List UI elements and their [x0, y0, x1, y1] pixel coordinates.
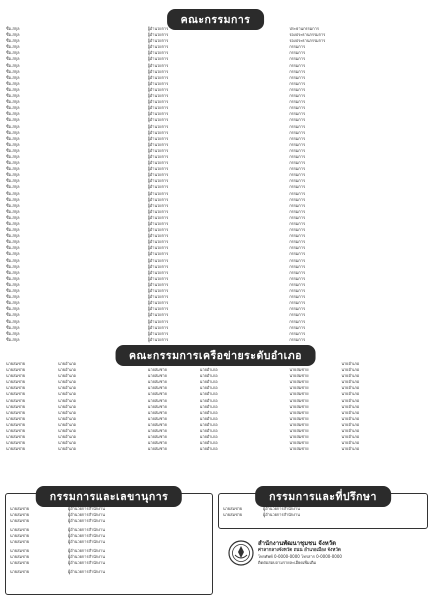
district-name: นายสมชาย [147, 440, 167, 446]
committee-role: กรรมการ [289, 336, 306, 342]
committee-position: ผู้อำนวยการ [147, 99, 169, 105]
committee-position: ผู้อำนวยการ [147, 202, 169, 208]
district-name: นายสมชาย [289, 397, 309, 403]
district-title: นายอำเภอ [199, 397, 218, 403]
committee-role: กรรมการ [289, 160, 306, 166]
committee-name: ชื่อ-สกุล [6, 275, 20, 281]
committee-role: กรรมการ [289, 214, 306, 220]
committee-role: กรรมการ [289, 117, 306, 123]
committee-position: ผู้อำนวยการ [147, 239, 169, 245]
committee-position: ผู้อำนวยการ [147, 93, 169, 99]
committee-name: ชื่อ-สกุล [6, 93, 20, 99]
committee-position: ผู้อำนวยการ [147, 160, 169, 166]
advisor-position: ผู้อำนวยการสำนักงาน [68, 533, 105, 538]
district-name: นายสมชาย [6, 409, 26, 415]
committee-role: กรรมการ [289, 105, 306, 111]
committee-role: ประธานกรรมการ [289, 26, 319, 31]
district-name: นายสมชาย [6, 428, 26, 434]
committee-name: ชื่อ-สกุล [6, 123, 20, 129]
committee-position: ผู้อำนวยการ [147, 32, 169, 38]
committee-position: ผู้อำนวยการ [147, 74, 169, 80]
committee-role: กรรมการ [289, 86, 306, 92]
committee-role: กรรมการ [289, 153, 306, 159]
committee-position: ผู้อำนวยการ [147, 111, 169, 117]
district-title: นายอำเภอ [341, 361, 360, 366]
committee-role: กรรมการ [289, 221, 306, 226]
committee-name: ชื่อ-สกุล [6, 184, 20, 190]
department-logo-icon [228, 540, 254, 566]
committee-name: ชื่อ-สกุล [6, 202, 20, 208]
district-title: นายอำเภอ [341, 440, 360, 446]
district-title: นายอำเภอ [199, 434, 218, 440]
advisor-position: ผู้อำนวยการสำนักงาน [68, 539, 105, 544]
committee-name: ชื่อ-สกุล [6, 62, 20, 68]
advisor-row [10, 518, 208, 524]
committee-role: กรรมการ [289, 141, 306, 147]
district-title: นายอำเภอ [58, 446, 76, 452]
district-name: นายสมชาย [6, 391, 26, 397]
committee-name: ชื่อ-สกุล [6, 68, 20, 74]
committee-name: ชื่อ-สกุล [6, 178, 20, 184]
district-name: นายสมชาย [6, 415, 26, 421]
committee-name: ชื่อ-สกุล [6, 269, 20, 275]
committee-role: กรรมการ [289, 74, 306, 80]
committee-name: ชื่อ-สกุล [6, 105, 20, 111]
committee-name: ชื่อ-สกุล [6, 141, 20, 147]
committee-name: ชื่อ-สกุล [6, 300, 20, 306]
committee-role: กรรมการ [289, 196, 306, 202]
committee-name: ชื่อ-สกุล [6, 263, 20, 269]
advisor-position: ผู้อำนวยการสำนักงาน [68, 554, 105, 559]
district-name: นายสมชาย [6, 361, 26, 366]
committee-position: ผู้อำนวยการ [147, 251, 169, 257]
committee-name: ชื่อ-สกุล [6, 336, 20, 342]
committee-role: กรรมการ [289, 324, 306, 330]
committee-header: คณะกรรมการ [167, 9, 265, 30]
committee-role: กรรมการ [289, 294, 306, 300]
district-name: นายสมชาย [289, 373, 309, 379]
district-title: นายอำเภอ [199, 361, 218, 366]
committee-position: ผู้อำนวยการ [147, 300, 169, 306]
committee-name: ชื่อ-สกุล [6, 294, 20, 300]
district-name: นายสมชาย [289, 428, 309, 434]
district-name: นายสมชาย [147, 415, 167, 421]
committee-position: ผู้อำนวยการ [147, 172, 169, 178]
advisor-row [10, 560, 208, 566]
committee-role: กรรมการ [289, 56, 306, 62]
committee-role: กรรมการ [289, 330, 306, 336]
committee-position: ผู้อำนวยการ [147, 62, 169, 68]
committee-role: กรรมการ [289, 312, 306, 318]
district-name: นายสมชาย [289, 391, 309, 397]
advisors-header: กรรมการและเลขานุการ [36, 486, 182, 507]
committee-role: กรรมการ [289, 190, 306, 196]
committee-name: ชื่อ-สกุล [6, 38, 20, 44]
advisor-name: นายสมชาย [10, 569, 30, 574]
district-name: นายสมชาย [289, 361, 309, 366]
district-title: นายอำเภอ [199, 367, 218, 373]
advisor-name: นายสมชาย [10, 560, 30, 565]
district-name: นายสมชาย [147, 421, 167, 427]
office-phone: โทรศัพท์ 0-0000-0000 โทรสาร 0-0000-0000 [258, 554, 342, 559]
committee-role: กรรมการ [289, 233, 306, 239]
committee-name: ชื่อ-สกุล [6, 80, 20, 86]
district-name: นายสมชาย [147, 361, 167, 366]
district-title: นายอำเภอ [58, 373, 76, 379]
district-title: นายอำเภอ [199, 373, 218, 379]
advisor-name: นายสมชาย [10, 512, 30, 517]
district-name: นายสมชาย [6, 446, 26, 452]
advisor-position: ผู้อำนวยการสำนักงาน [68, 512, 105, 517]
district-title: นายอำเภอ [341, 409, 360, 415]
district-name: นายสมชาย [147, 385, 167, 391]
district-title: นายอำเภอ [341, 434, 360, 440]
district-name: นายสมชาย [289, 434, 309, 440]
district-name: นายสมชาย [6, 397, 26, 403]
advisor-row [10, 539, 208, 545]
district-name: นายสมชาย [289, 379, 309, 385]
advisor-name: นายสมชาย [10, 518, 30, 523]
district-title: นายอำเภอ [199, 415, 218, 421]
committee-name: ชื่อ-สกุล [6, 306, 20, 312]
district-name: นายสมชาย [289, 421, 309, 427]
committee-role: กรรมการ [289, 135, 306, 141]
advisors-list [10, 506, 208, 575]
committee-name: ชื่อ-สกุล [6, 111, 20, 117]
district-title: นายอำเภอ [199, 409, 218, 415]
committee-role: กรรมการ [289, 129, 306, 135]
committee-position: ผู้อำนวยการ [147, 178, 169, 184]
committee-name: ชื่อ-สกุล [6, 172, 20, 178]
committee-name: ชื่อ-สกุล [6, 44, 20, 50]
committee-position: ผู้อำนวยการ [147, 196, 169, 202]
committee-name: ชื่อ-สกุล [6, 50, 20, 56]
committee-name: ชื่อ-สกุล [6, 318, 20, 324]
district-name: นายสมชาย [6, 421, 26, 427]
district-name: นายสมชาย [147, 373, 167, 379]
district-title: นายอำเภอ [341, 373, 360, 379]
committee-position: ผู้อำนวยการ [147, 153, 169, 159]
district-title: นายอำเภอ [58, 361, 76, 366]
district-name: นายสมชาย [147, 367, 167, 373]
district-title: นายอำเภอ [58, 434, 76, 440]
committee-list [6, 26, 425, 343]
district-name: นายสมชาย [147, 391, 167, 397]
committee-role: กรรมการ [289, 80, 306, 86]
committee-role: กรรมการ [289, 68, 306, 74]
district-row [6, 446, 142, 452]
committee-role: กรรมการ [289, 50, 306, 56]
committee-name: ชื่อ-สกุล [6, 99, 20, 105]
district-name: นายสมชาย [6, 379, 26, 385]
district-name: นายสมชาย [147, 379, 167, 385]
committee-name: ชื่อ-สกุล [6, 330, 20, 336]
committee-position: ผู้อำนวยการ [147, 288, 169, 294]
committee-role: กรรมการ [289, 300, 306, 306]
district-name: นายสมชาย [6, 440, 26, 446]
committee-position: ผู้อำนวยการ [147, 312, 169, 318]
consultants-box [218, 493, 428, 529]
committee-role: กรรมการ [289, 172, 306, 178]
consultant-row [223, 512, 423, 518]
committee-position: ผู้อำนวยการ [147, 233, 169, 239]
district-title: นายอำเภอ [58, 403, 76, 409]
committee-role: กรรมการ [289, 263, 306, 269]
committee-name: ชื่อ-สกุล [6, 214, 20, 220]
committee-name: ชื่อ-สกุล [6, 166, 20, 172]
district-title: นายอำเภอ [199, 379, 218, 385]
district-title: นายอำเภอ [58, 421, 76, 427]
district-title: นายอำเภอ [341, 415, 360, 421]
district-title: นายอำเภอ [58, 428, 76, 434]
consultant-position: ผู้อำนวยการสำนักงาน [263, 506, 300, 511]
consultant-position: ผู้อำนวยการสำนักงาน [263, 512, 300, 517]
committee-name: ชื่อ-สกุล [6, 129, 20, 135]
committee-role: กรรมการ [289, 178, 306, 184]
district-title: นายอำเภอ [341, 385, 360, 391]
district-title: นายอำเภอ [58, 385, 76, 391]
district-name: นายสมชาย [289, 415, 309, 421]
committee-role: กรรมการ [289, 99, 306, 105]
district-name: นายสมชาย [6, 385, 26, 391]
committee-position: ผู้อำนวยการ [147, 86, 169, 92]
committee-position: ผู้อำนวยการ [147, 306, 169, 312]
committee-role: กรรมการ [289, 275, 306, 281]
district-title: นายอำเภอ [199, 440, 218, 446]
advisor-position: ผู้อำนวยการสำนักงาน [68, 527, 105, 532]
committee-position: ผู้อำนวยการ [147, 275, 169, 281]
committee-position: ผู้อำนวยการ [147, 227, 169, 233]
committee-role: รองประธานกรรมการ [289, 32, 326, 38]
committee-role: กรรมการ [289, 123, 306, 129]
district-committee-list [6, 361, 425, 452]
district-row [148, 446, 284, 452]
advisors-box [5, 493, 213, 595]
committee-name: ชื่อ-สกุล [6, 86, 20, 92]
advisor-position: ผู้อำนวยการสำนักงาน [68, 506, 105, 511]
advisor-name: นายสมชาย [10, 554, 30, 559]
district-title: นายอำเภอ [341, 446, 360, 452]
committee-role: กรรมการ [289, 288, 306, 294]
committee-position: ผู้อำนวยการ [147, 269, 169, 275]
committee-name: ชื่อ-สกุล [6, 281, 20, 287]
committee-position: ผู้อำนวยการ [147, 324, 169, 330]
committee-role: กรรมการ [289, 44, 306, 50]
consultants-header: กรรมการและที่ปรึกษา [255, 486, 391, 507]
committee-position: ผู้อำนวยการ [147, 38, 169, 44]
committee-name: ชื่อ-สกุล [6, 26, 20, 31]
committee-role: กรรมการ [289, 251, 306, 257]
district-title: นายอำเภอ [58, 415, 76, 421]
district-title: นายอำเภอ [58, 367, 76, 373]
committee-name: ชื่อ-สกุล [6, 233, 20, 239]
committee-position: ผู้อำนวยการ [147, 129, 169, 135]
committee-position: ผู้อำนวยการ [147, 117, 169, 123]
committee-position: ผู้อำนวยการ [147, 166, 169, 172]
committee-role: กรรมการ [289, 306, 306, 312]
advisor-position: ผู้อำนวยการสำนักงาน [68, 518, 105, 523]
district-name: นายสมชาย [289, 403, 309, 409]
district-title: นายอำเภอ [58, 391, 76, 397]
district-title: นายอำเภอ [199, 446, 218, 452]
district-name: นายสมชาย [147, 434, 167, 440]
committee-position: ผู้อำนวยการ [147, 263, 169, 269]
committee-name: ชื่อ-สกุล [6, 257, 20, 263]
committee-position: ผู้อำนวยการ [147, 208, 169, 214]
district-title: นายอำเภอ [199, 391, 218, 397]
committee-role: กรรมการ [289, 257, 306, 263]
advisor-name: นายสมชาย [10, 533, 30, 538]
district-name: นายสมชาย [6, 434, 26, 440]
committee-position: ผู้อำนวยการ [147, 257, 169, 263]
district-title: นายอำเภอ [341, 397, 360, 403]
committee-name: ชื่อ-สกุล [6, 239, 20, 245]
committee-role: กรรมการ [289, 93, 306, 99]
committee-name: ชื่อ-สกุล [6, 153, 20, 159]
district-title: นายอำเภอ [58, 440, 76, 446]
committee-position: ผู้อำนวยการ [147, 135, 169, 141]
advisor-name: นายสมชาย [10, 506, 30, 511]
committee-position: ผู้อำนวยการ [147, 80, 169, 86]
committee-position: ผู้อำนวยการ [147, 221, 169, 226]
district-title: นายอำเภอ [199, 428, 218, 434]
district-name: นายสมชาย [289, 385, 309, 391]
district-title: นายอำเภอ [58, 409, 76, 415]
committee-name: ชื่อ-สกุล [6, 56, 20, 62]
district-name: นายสมชาย [6, 367, 26, 373]
district-name: นายสมชาย [147, 403, 167, 409]
committee-role: กรรมการ [289, 111, 306, 117]
committee-position: ผู้อำนวยการ [147, 336, 169, 342]
committee-role: กรรมการ [289, 184, 306, 190]
committee-position: ผู้อำนวยการ [147, 105, 169, 111]
district-title: นายอำเภอ [341, 367, 360, 373]
office-note: ติดต่อสอบถามรายละเอียดเพิ่มเติม [258, 560, 317, 565]
committee-position: ผู้อำนวยการ [147, 44, 169, 50]
district-name: นายสมชาย [147, 446, 167, 452]
district-name: นายสมชาย [147, 428, 167, 434]
committee-role: กรรมการ [289, 227, 306, 233]
office-info [258, 540, 428, 566]
committee-position: ผู้อำนวยการ [147, 26, 169, 31]
committee-role: กรรมการ [289, 147, 306, 153]
committee-position: ผู้อำนวยการ [147, 50, 169, 56]
committee-name: ชื่อ-สกุล [6, 147, 20, 153]
district-title: นายอำเภอ [341, 421, 360, 427]
committee-position: ผู้อำนวยการ [147, 281, 169, 287]
committee-role: กรรมการ [289, 166, 306, 172]
committee-name: ชื่อ-สกุล [6, 312, 20, 318]
committee-name: ชื่อ-สกุล [6, 117, 20, 123]
committee-role: กรรมการ [289, 269, 306, 275]
committee-position: ผู้อำนวยการ [147, 190, 169, 196]
committee-name: ชื่อ-สกุล [6, 135, 20, 141]
consultant-name: นายสมชาย [223, 506, 243, 511]
district-title: นายอำเภอ [58, 397, 76, 403]
committee-position: ผู้อำนวยการ [147, 141, 169, 147]
district-title: นายอำเภอ [58, 379, 76, 385]
district-name: นายสมชาย [289, 446, 309, 452]
committee-position: ผู้อำนวยการ [147, 184, 169, 190]
committee-name: ชื่อ-สกุล [6, 251, 20, 257]
district-committee-header: คณะกรรมการเครือข่ายระดับอำเภอ [115, 345, 316, 366]
committee-position: ผู้อำนวยการ [147, 123, 169, 129]
district-name: นายสมชาย [289, 367, 309, 373]
office-address: ศาลากลางจังหวัด ถนน อำเภอเมือง จังหวัด [258, 548, 341, 553]
committee-position: ผู้อำนวยการ [147, 294, 169, 300]
district-name: นายสมชาย [289, 409, 309, 415]
advisor-name: นายสมชาย [10, 527, 30, 532]
consultants-list [223, 506, 423, 518]
district-title: นายอำเภอ [199, 403, 218, 409]
advisor-name: นายสมชาย [10, 548, 30, 553]
district-row [289, 446, 425, 452]
committee-name: ชื่อ-สกุล [6, 245, 20, 251]
committee-name: ชื่อ-สกุล [6, 227, 20, 233]
committee-role: กรรมการ [289, 245, 306, 251]
district-title: นายอำเภอ [199, 385, 218, 391]
district-name: นายสมชาย [147, 409, 167, 415]
committee-name: ชื่อ-สกุล [6, 288, 20, 294]
district-name: นายสมชาย [6, 373, 26, 379]
committee-role: กรรมการ [289, 281, 306, 287]
advisor-name: นายสมชาย [10, 539, 30, 544]
committee-role: รองประธานกรรมการ [289, 38, 326, 44]
consultant-name: นายสมชาย [223, 512, 243, 517]
advisor-row [10, 569, 208, 575]
committee-role: กรรมการ [289, 318, 306, 324]
district-name: นายสมชาย [147, 397, 167, 403]
committee-position: ผู้อำนวยการ [147, 56, 169, 62]
committee-name: ชื่อ-สกุล [6, 208, 20, 214]
advisor-position: ผู้อำนวยการสำนักงาน [68, 560, 105, 565]
district-name: นายสมชาย [6, 403, 26, 409]
district-title: นายอำเภอ [341, 391, 360, 397]
committee-position: ผู้อำนวยการ [147, 318, 169, 324]
committee-name: ชื่อ-สกุล [6, 324, 20, 330]
committee-name: ชื่อ-สกุล [6, 160, 20, 166]
committee-name: ชื่อ-สกุล [6, 190, 20, 196]
committee-name: ชื่อ-สกุล [6, 196, 20, 202]
office-name: สำนักงานพัฒนาชุมชน จังหวัด [258, 540, 336, 547]
committee-position: ผู้อำนวยการ [147, 330, 169, 336]
committee-position: ผู้อำนวยการ [147, 245, 169, 251]
committee-role: กรรมการ [289, 239, 306, 245]
committee-position: ผู้อำนวยการ [147, 147, 169, 153]
committee-role: กรรมการ [289, 202, 306, 208]
district-title: นายอำเภอ [199, 421, 218, 427]
committee-name: ชื่อ-สกุล [6, 221, 20, 226]
district-title: นายอำเภอ [341, 428, 360, 434]
committee-role: กรรมการ [289, 208, 306, 214]
committee-role: กรรมการ [289, 62, 306, 68]
advisor-position: ผู้อำนวยการสำนักงาน [68, 548, 105, 553]
committee-position: ผู้อำนวยการ [147, 68, 169, 74]
advisor-position: ผู้อำนวยการสำนักงาน [68, 569, 105, 574]
district-title: นายอำเภอ [341, 403, 360, 409]
committee-name: ชื่อ-สกุล [6, 32, 20, 38]
district-title: นายอำเภอ [341, 379, 360, 385]
committee-position: ผู้อำนวยการ [147, 214, 169, 220]
district-name: นายสมชาย [289, 440, 309, 446]
committee-name: ชื่อ-สกุล [6, 74, 20, 80]
